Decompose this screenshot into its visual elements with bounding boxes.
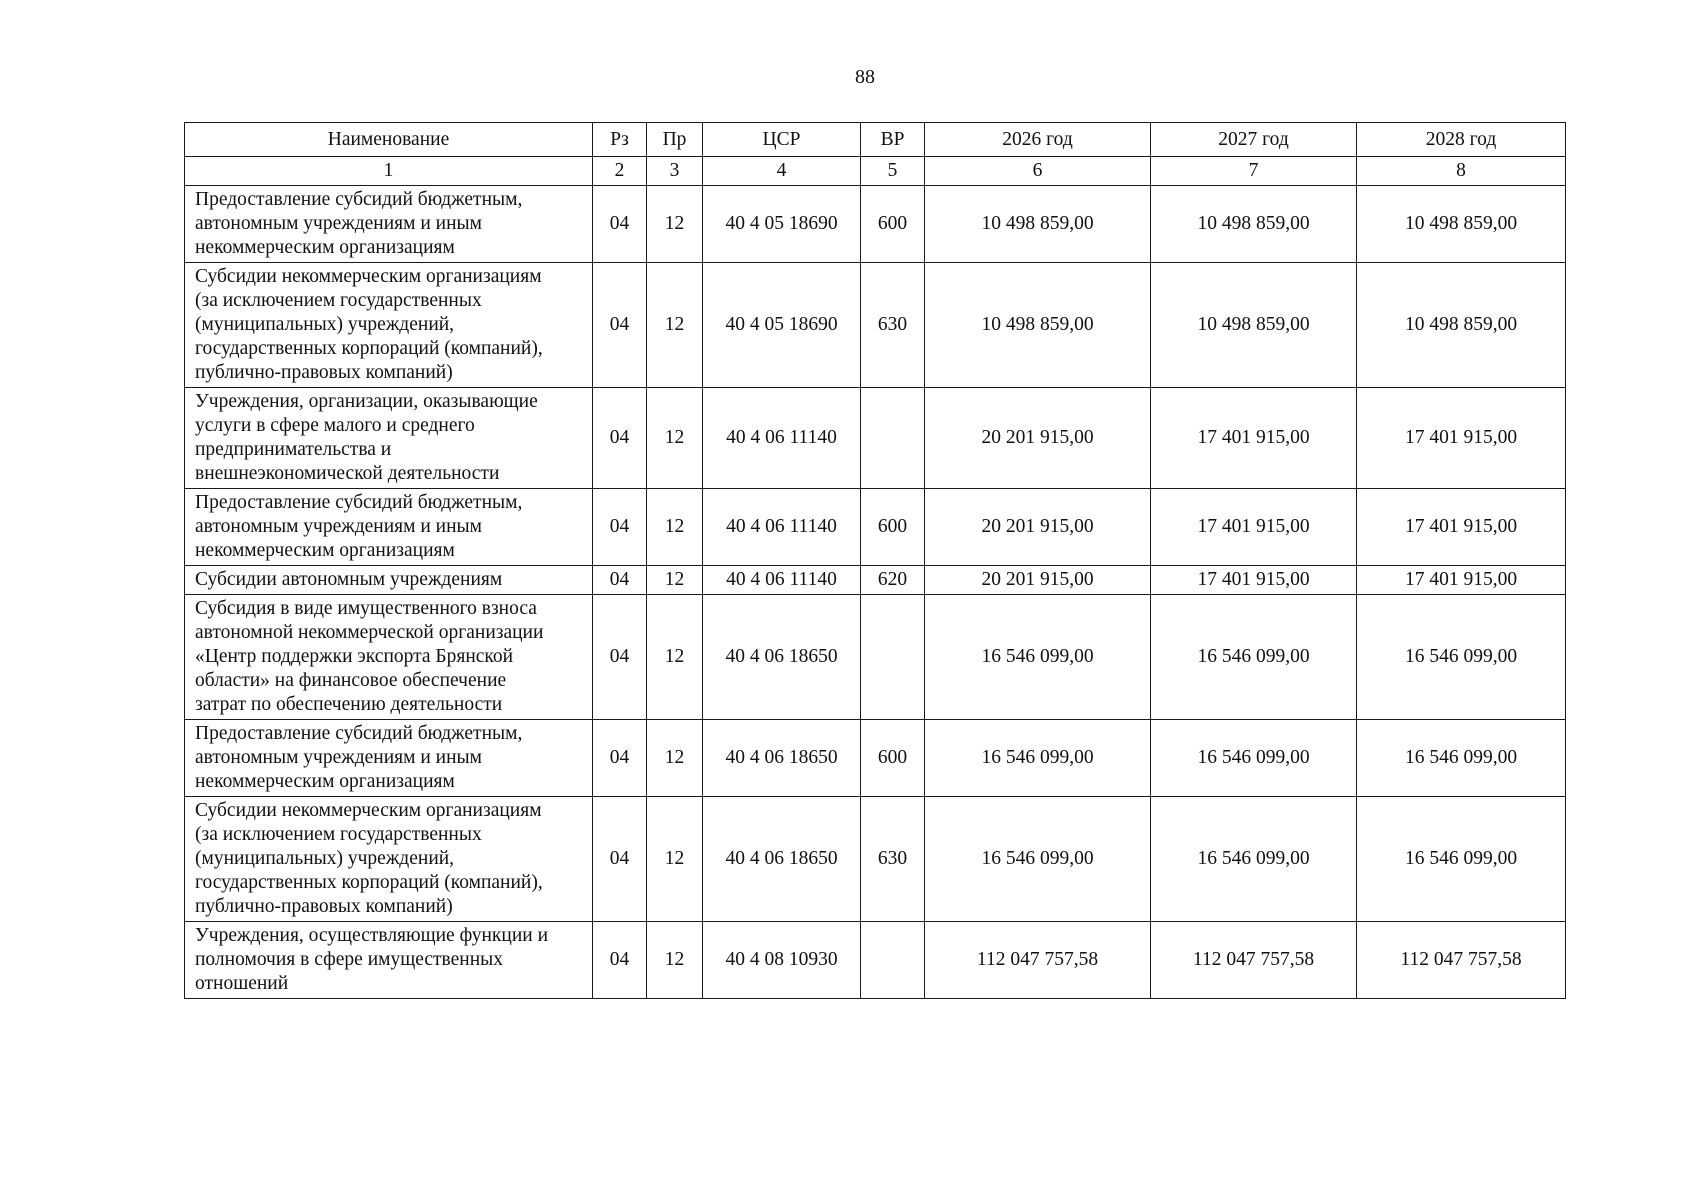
cell-2026: 112 047 757,58: [925, 922, 1151, 999]
cell-2027: 17 401 915,00: [1151, 388, 1357, 489]
header-2026: 2026 год: [925, 123, 1151, 157]
cell-vr: 630: [861, 263, 925, 388]
cell-2026: 16 546 099,00: [925, 797, 1151, 922]
cell-pr: 12: [647, 566, 703, 595]
cell-name-line: Субсидия в виде имущественного взноса: [195, 598, 537, 619]
cell-name-line: автономным учреждениям и иным: [195, 516, 482, 537]
cell-name-line: некоммерческим организациям: [195, 540, 455, 561]
cell-name: [185, 566, 593, 595]
cell-name-line: Субсидии некоммерческим организациям: [195, 800, 542, 821]
cell-name-line: Субсидии некоммерческим организациям: [195, 266, 542, 287]
cell-2028: 17 401 915,00: [1357, 566, 1566, 595]
cell-name: [185, 595, 593, 720]
cell-name-line: затрат по обеспечению деятельности: [195, 694, 503, 715]
table-body: [185, 157, 1566, 999]
cell-2027: 16 546 099,00: [1151, 720, 1357, 797]
cell-csr: 40 4 05 18690: [703, 186, 861, 263]
column-number: 4: [703, 157, 861, 186]
cell-2028: 10 498 859,00: [1357, 263, 1566, 388]
cell-2028: 16 546 099,00: [1357, 797, 1566, 922]
budget-table: [184, 122, 1566, 999]
cell-pr: 12: [647, 388, 703, 489]
cell-2026: 20 201 915,00: [925, 566, 1151, 595]
cell-csr: 40 4 06 11140: [703, 566, 861, 595]
cell-pr: 12: [647, 595, 703, 720]
header-rz: Рз: [593, 123, 647, 157]
cell-name: [185, 922, 593, 999]
cell-2028: 16 546 099,00: [1357, 595, 1566, 720]
cell-2028: 17 401 915,00: [1357, 489, 1566, 566]
cell-vr: 600: [861, 186, 925, 263]
cell-name: [185, 720, 593, 797]
cell-rz: 04: [593, 720, 647, 797]
cell-name-line: автономной некоммерческой организации: [195, 622, 544, 643]
cell-name-line: области» на финансовое обеспечение: [195, 670, 507, 691]
cell-2028: 112 047 757,58: [1357, 922, 1566, 999]
cell-name-line: публично-правовых компаний): [195, 896, 453, 917]
cell-csr: 40 4 05 18690: [703, 263, 861, 388]
cell-name-line: отношений: [195, 973, 289, 994]
cell-vr: [861, 388, 925, 489]
cell-pr: 12: [647, 186, 703, 263]
cell-name-line: Предоставление субсидий бюджетным,: [195, 723, 523, 744]
cell-vr: [861, 595, 925, 720]
table-row: [185, 489, 1566, 566]
cell-name-line: государственных корпораций (компаний),: [195, 872, 543, 893]
cell-rz: 04: [593, 566, 647, 595]
cell-2026: 20 201 915,00: [925, 489, 1151, 566]
cell-csr: 40 4 06 11140: [703, 388, 861, 489]
cell-pr: 12: [647, 797, 703, 922]
cell-2027: 17 401 915,00: [1151, 489, 1357, 566]
page-number: 88: [855, 66, 875, 88]
cell-rz: 04: [593, 595, 647, 720]
header-2028: 2028 год: [1357, 123, 1566, 157]
cell-2028: 16 546 099,00: [1357, 720, 1566, 797]
table-row: [185, 566, 1566, 595]
column-number: 5: [861, 157, 925, 186]
table-row: [185, 186, 1566, 263]
cell-2028: 17 401 915,00: [1357, 388, 1566, 489]
cell-pr: 12: [647, 263, 703, 388]
cell-vr: [861, 922, 925, 999]
table-row: [185, 263, 1566, 388]
cell-csr: 40 4 06 18650: [703, 797, 861, 922]
cell-name-line: (за исключением государственных: [195, 824, 482, 845]
table-row: [185, 922, 1566, 999]
cell-name: [185, 388, 593, 489]
table-row: [185, 797, 1566, 922]
cell-rz: 04: [593, 489, 647, 566]
cell-rz: 04: [593, 263, 647, 388]
cell-name-line: государственных корпораций (компаний),: [195, 338, 543, 359]
column-number: 3: [647, 157, 703, 186]
cell-name-line: Учреждения, осуществляющие функции и: [195, 925, 548, 946]
cell-name-line: (муниципальных) учреждений,: [195, 314, 455, 335]
cell-2026: 10 498 859,00: [925, 186, 1151, 263]
cell-name-line: полномочия в сфере имущественных: [195, 949, 504, 970]
cell-name-line: автономным учреждениям и иным: [195, 213, 482, 234]
cell-csr: 40 4 06 18650: [703, 595, 861, 720]
column-number-row: [185, 157, 1566, 186]
column-number: 7: [1151, 157, 1357, 186]
cell-csr: 40 4 06 18650: [703, 720, 861, 797]
cell-name-line: некоммерческим организациям: [195, 771, 455, 792]
cell-rz: 04: [593, 186, 647, 263]
cell-rz: 04: [593, 388, 647, 489]
cell-2026: 20 201 915,00: [925, 388, 1151, 489]
cell-vr: 620: [861, 566, 925, 595]
cell-2027: 10 498 859,00: [1151, 263, 1357, 388]
column-number: 2: [593, 157, 647, 186]
cell-name-line: внешнеэкономической деятельности: [195, 463, 500, 484]
cell-vr: 600: [861, 489, 925, 566]
cell-rz: 04: [593, 922, 647, 999]
cell-name-line: Предоставление субсидий бюджетным,: [195, 492, 523, 513]
cell-vr: 600: [861, 720, 925, 797]
cell-2027: 16 546 099,00: [1151, 797, 1357, 922]
cell-name-line: предпринимательства и: [195, 439, 392, 460]
header-csr: ЦСР: [703, 123, 861, 157]
cell-csr: 40 4 06 11140: [703, 489, 861, 566]
header-pr: Пр: [647, 123, 703, 157]
table-header: [185, 123, 1566, 157]
cell-2028: 10 498 859,00: [1357, 186, 1566, 263]
header-row: [185, 123, 1566, 157]
column-number: 6: [925, 157, 1151, 186]
cell-name-line: (за исключением государственных: [195, 290, 482, 311]
cell-name-line: автономным учреждениям и иным: [195, 747, 482, 768]
cell-2027: 16 546 099,00: [1151, 595, 1357, 720]
cell-2026: 10 498 859,00: [925, 263, 1151, 388]
column-number: 8: [1357, 157, 1566, 186]
cell-2026: 16 546 099,00: [925, 720, 1151, 797]
header-2027: 2027 год: [1151, 123, 1357, 157]
cell-pr: 12: [647, 720, 703, 797]
cell-name: [185, 263, 593, 388]
cell-2027: 10 498 859,00: [1151, 186, 1357, 263]
cell-name: [185, 797, 593, 922]
cell-2027: 17 401 915,00: [1151, 566, 1357, 595]
table-row: [185, 595, 1566, 720]
cell-2026: 16 546 099,00: [925, 595, 1151, 720]
cell-2027: 112 047 757,58: [1151, 922, 1357, 999]
column-number: 1: [185, 157, 593, 186]
cell-pr: 12: [647, 489, 703, 566]
cell-name-line: Предоставление субсидий бюджетным,: [195, 189, 523, 210]
cell-name: [185, 186, 593, 263]
table-row: [185, 720, 1566, 797]
table-row: [185, 388, 1566, 489]
cell-rz: 04: [593, 797, 647, 922]
cell-name-line: (муниципальных) учреждений,: [195, 848, 455, 869]
cell-name-line: Учреждения, организации, оказывающие: [195, 391, 538, 412]
cell-vr: 630: [861, 797, 925, 922]
cell-name-line: публично-правовых компаний): [195, 362, 453, 383]
cell-pr: 12: [647, 922, 703, 999]
cell-name-line: «Центр поддержки экспорта Брянской: [195, 646, 514, 667]
cell-csr: 40 4 08 10930: [703, 922, 861, 999]
header-vr: ВР: [861, 123, 925, 157]
cell-name: [185, 489, 593, 566]
cell-name-line: услуги в сфере малого и среднего: [195, 415, 475, 436]
cell-name-line: некоммерческим организациям: [195, 237, 455, 258]
header-name: Наименование: [185, 123, 593, 157]
cell-name-line: Субсидии автономным учреждениям: [195, 569, 503, 590]
